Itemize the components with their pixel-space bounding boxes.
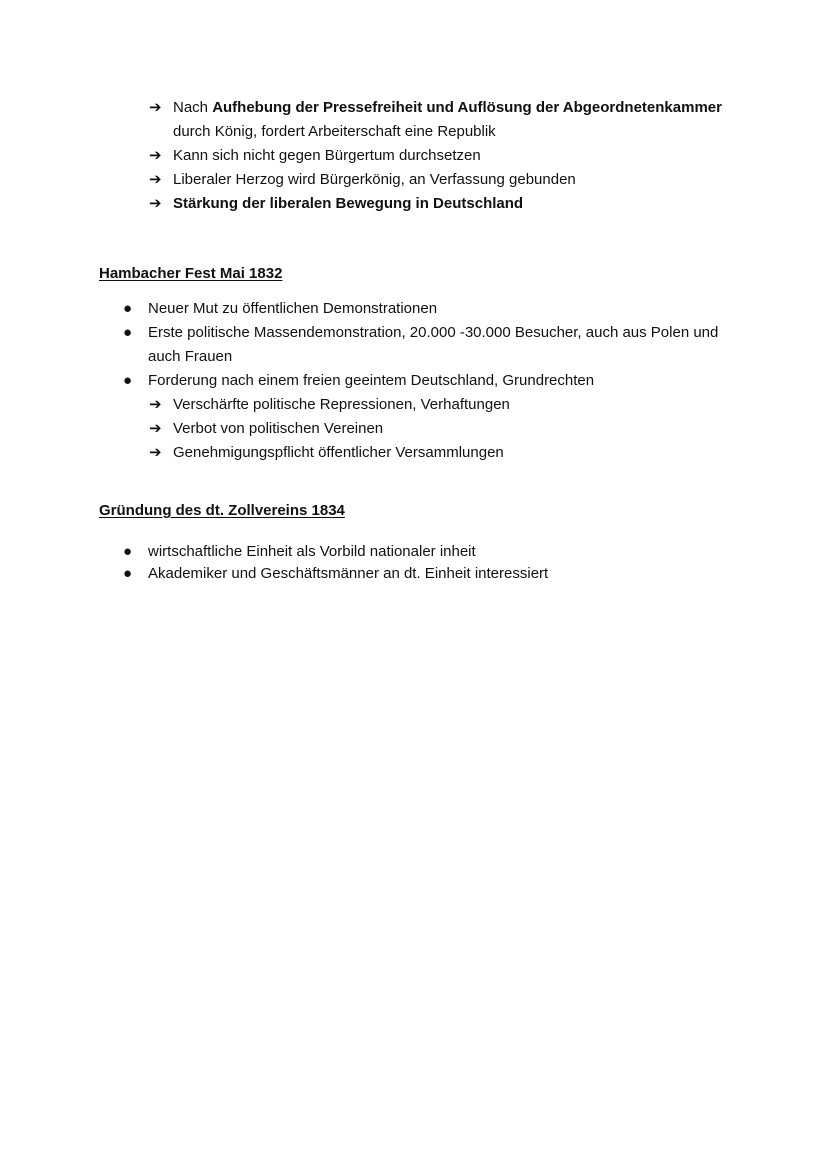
arrow-item-bold: Stärkung der liberalen Bewegung in Deutschland xyxy=(173,195,524,212)
arrow-item-text: Genehmigungspflicht öffentlicher Versammlungen xyxy=(173,444,504,461)
bullet-icon: ● xyxy=(123,372,133,389)
list-item-text: Neuer Mut zu öffentlichen Demonstrationen xyxy=(148,300,438,317)
list-item xyxy=(99,321,749,369)
list-item-text: Akademiker und Geschäftsmänner an dt. Einheit interessiert xyxy=(148,565,549,582)
right-arrow-icon: ➔ xyxy=(149,444,162,461)
bullet-icon: ● xyxy=(123,300,133,317)
right-arrow-icon: ➔ xyxy=(149,420,162,437)
list-item xyxy=(99,563,749,585)
hambach-arrow-list xyxy=(149,393,749,465)
bullet-icon: ● xyxy=(123,565,133,582)
arrow-item xyxy=(149,417,749,441)
bullet-icon: ● xyxy=(123,324,133,341)
list-item-text: Erste politische Massendemonstration, 20.000 -30.000 Besucher, auch aus Polen und auch Frauen xyxy=(148,324,719,365)
arrow-item-text: Liberaler Herzog wird Bürgerkönig, an Verfassung gebunden xyxy=(173,171,576,188)
zoll-bullet-list xyxy=(99,541,749,585)
arrow-item-text: Verschärfte politische Repressionen, Verhaftungen xyxy=(173,396,510,413)
section-heading-hambacher-fest: Hambacher Fest Mai 1832 xyxy=(99,265,283,282)
arrow-item-text: Kann sich nicht gegen Bürgertum durchsetzen xyxy=(173,147,481,164)
list-item-text: wirtschaftliche Einheit als Vorbild nationaler inheit xyxy=(148,543,476,560)
right-arrow-icon: ➔ xyxy=(149,195,162,212)
arrow-item xyxy=(149,393,749,417)
arrow-item xyxy=(149,96,749,144)
bullet-icon: ● xyxy=(123,543,133,560)
arrow-item xyxy=(149,441,749,465)
list-item-text: Forderung nach einem freien geeintem Deutschland, Grundrechten xyxy=(148,372,595,389)
consequences-arrow-list xyxy=(149,96,749,216)
hambach-bullet-list xyxy=(99,297,749,393)
right-arrow-icon: ➔ xyxy=(149,396,162,413)
list-item xyxy=(99,369,749,393)
list-item xyxy=(99,541,749,563)
right-arrow-icon: ➔ xyxy=(149,99,162,116)
right-arrow-icon: ➔ xyxy=(149,147,162,164)
list-item xyxy=(99,297,749,321)
arrow-item xyxy=(149,144,749,168)
right-arrow-icon: ➔ xyxy=(149,171,162,188)
arrow-item-bold: Aufhebung der Pressefreiheit und Auflösung der Abgeordnetenkammer xyxy=(212,99,722,116)
arrow-item-text: Verbot von politischen Vereinen xyxy=(173,420,384,437)
arrow-item-suffix: durch König, fordert Arbeiterschaft eine Republik xyxy=(173,123,496,140)
arrow-item xyxy=(149,168,749,192)
arrow-item xyxy=(149,192,749,216)
arrow-item-prefix: Nach xyxy=(173,99,213,116)
section-heading-zollverein: Gründung des dt. Zollvereins 1834 xyxy=(99,502,345,519)
